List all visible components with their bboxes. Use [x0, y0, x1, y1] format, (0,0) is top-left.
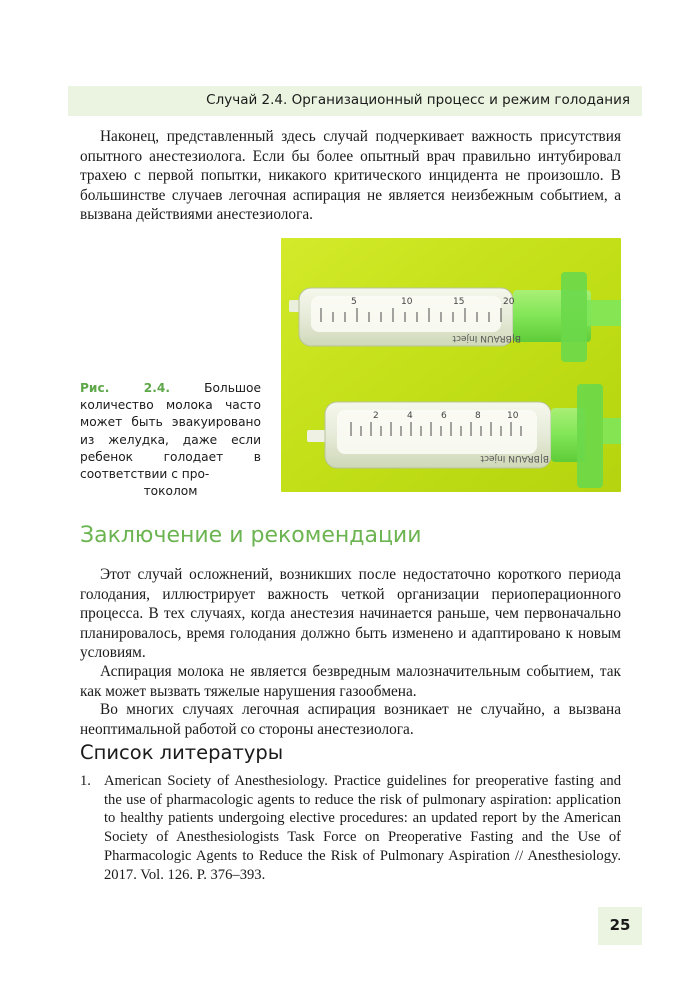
page-number: 25	[609, 916, 631, 934]
bottom-syringe-mark: 2	[373, 411, 379, 421]
section-heading-conclusion: Заключение и рекомендации	[80, 523, 422, 548]
top-syringe-mark: 10	[401, 297, 413, 307]
conclusion-paragraph: Этот случай осложнений, возникших после недостаточно короткого периода голодания, иллюстрирует важность четкой организации периоперационного процесса. В тех случаях, когда анестезия начинается раньше, чем первоначально планировалось, время голодания должно быть изменено и адаптировано к новым условиям.	[80, 566, 621, 661]
section-heading-references: Список литературы	[80, 741, 284, 764]
reference-list	[80, 772, 621, 884]
top-syringe-mark: 20	[503, 297, 515, 307]
figure-caption-text: Большое количество молока часто может быть эвакуировано из желудка, даже если ребенок голодает в соответствии с про-	[80, 381, 261, 482]
conclusion-paragraph: Во многих случаях легочная аспирация возникает не случайно, а вызвана неоптимальной работой со стороны анестезиолога.	[80, 701, 621, 738]
intro-paragraph: Наконец, представленный здесь случай подчеркивает важность присутствия опытного анестезиолога. Если бы более опытный врач правильно интубировал трахею с первой попытки, никакого критического инцидента не произошло. В большинстве случаев легочная аспирация не является неизбежным событием, а вызвана действиями анестезиолога.	[80, 128, 621, 223]
running-header	[68, 86, 642, 116]
bottom-syringe-mark: 8	[475, 411, 481, 421]
figure-photo	[281, 238, 621, 492]
reference-item	[80, 772, 621, 884]
reference-text: American Society of Anesthesiology. Practice guidelines for preoperative fasting and the use of pharmacologic agents to reduce the risk of pulmonary aspiration: application to healthy patients undergoing elective procedures: an updated report by the American Society of Anesthesiologists Task Force on Preoperative Fasting and the Use of Pharmacologic Agents to Reduce the Risk of Pulmonary Aspiration // Anesthesiology. 2017. Vol. 126. P. 376–393.	[104, 773, 621, 883]
bottom-syringe-mark: 10	[507, 411, 519, 421]
figure-caption-last-line: токолом	[143, 484, 198, 499]
page-number-box	[598, 907, 642, 945]
figure-caption	[80, 380, 261, 500]
figure-label: Рис. 2.4.	[80, 381, 170, 395]
reference-number: 1.	[80, 773, 91, 789]
bottom-syringe-brand: B|BRAUN Inject	[480, 453, 549, 463]
running-title: Случай 2.4. Организационный процесс и режим голодания	[206, 92, 630, 108]
top-syringe-brand: B|BRAUN Inject	[452, 333, 521, 343]
bottom-syringe-mark: 4	[407, 411, 413, 421]
top-syringe-mark: 15	[453, 297, 465, 307]
conclusion-paragraph: Аспирация молока не является безвредным малозначительным событием, так как может вызвать тяжелые нарушения газообмена.	[80, 663, 621, 700]
top-syringe-mark: 5	[351, 297, 357, 307]
syringes-photo-image	[281, 238, 621, 492]
bottom-syringe-mark: 6	[441, 411, 447, 421]
